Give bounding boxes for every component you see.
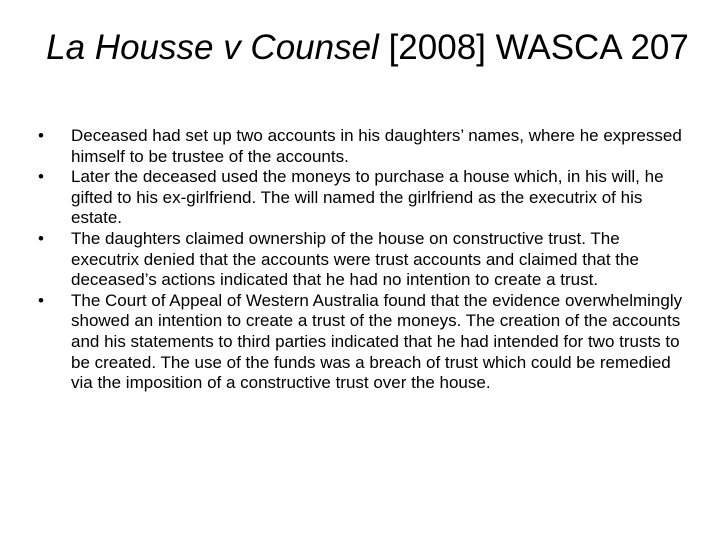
- case-citation: [2008] WASCA 207: [388, 28, 689, 67]
- bullet-list: [38, 126, 688, 394]
- bullet-dot-icon: •: [38, 126, 44, 145]
- bullet-text: The Court of Appeal of Western Australia found that the evidence overwhelmingly showed an intention to create a trust of the moneys. The creation of the accounts and his statements to third parties indicated that he had intended for two trusts to be created. The use of the funds was a breach of trust which could be remedied via the imposition of a constructive trust over the house.: [71, 290, 683, 393]
- bullet-dot-icon: •: [38, 290, 44, 310]
- slide-title: [40, 26, 695, 69]
- bullet-text: Later the deceased used the moneys to purchase a house which, in his will, he gifted to his ex-girlfriend. The will named the girlfriend as the executrix of his estate.: [71, 167, 664, 228]
- bullet-item: [38, 229, 688, 291]
- bullet-text: The daughters claimed ownership of the house on constructive trust. The executrix denied that the accounts were trust accounts and claimed that the deceased’s actions indicated that he had no intention to create a trust.: [71, 228, 639, 290]
- case-name: La Housse v Counsel: [46, 28, 379, 67]
- bullet-text: Deceased had set up two accounts in his daughters’ names, where he expressed himself to be trustee of the accounts.: [71, 126, 682, 166]
- bullet-item: [38, 126, 688, 167]
- bullet-dot-icon: •: [38, 228, 44, 248]
- bullet-item: [38, 167, 688, 229]
- bullet-dot-icon: •: [38, 167, 44, 187]
- bullet-item: [38, 291, 688, 394]
